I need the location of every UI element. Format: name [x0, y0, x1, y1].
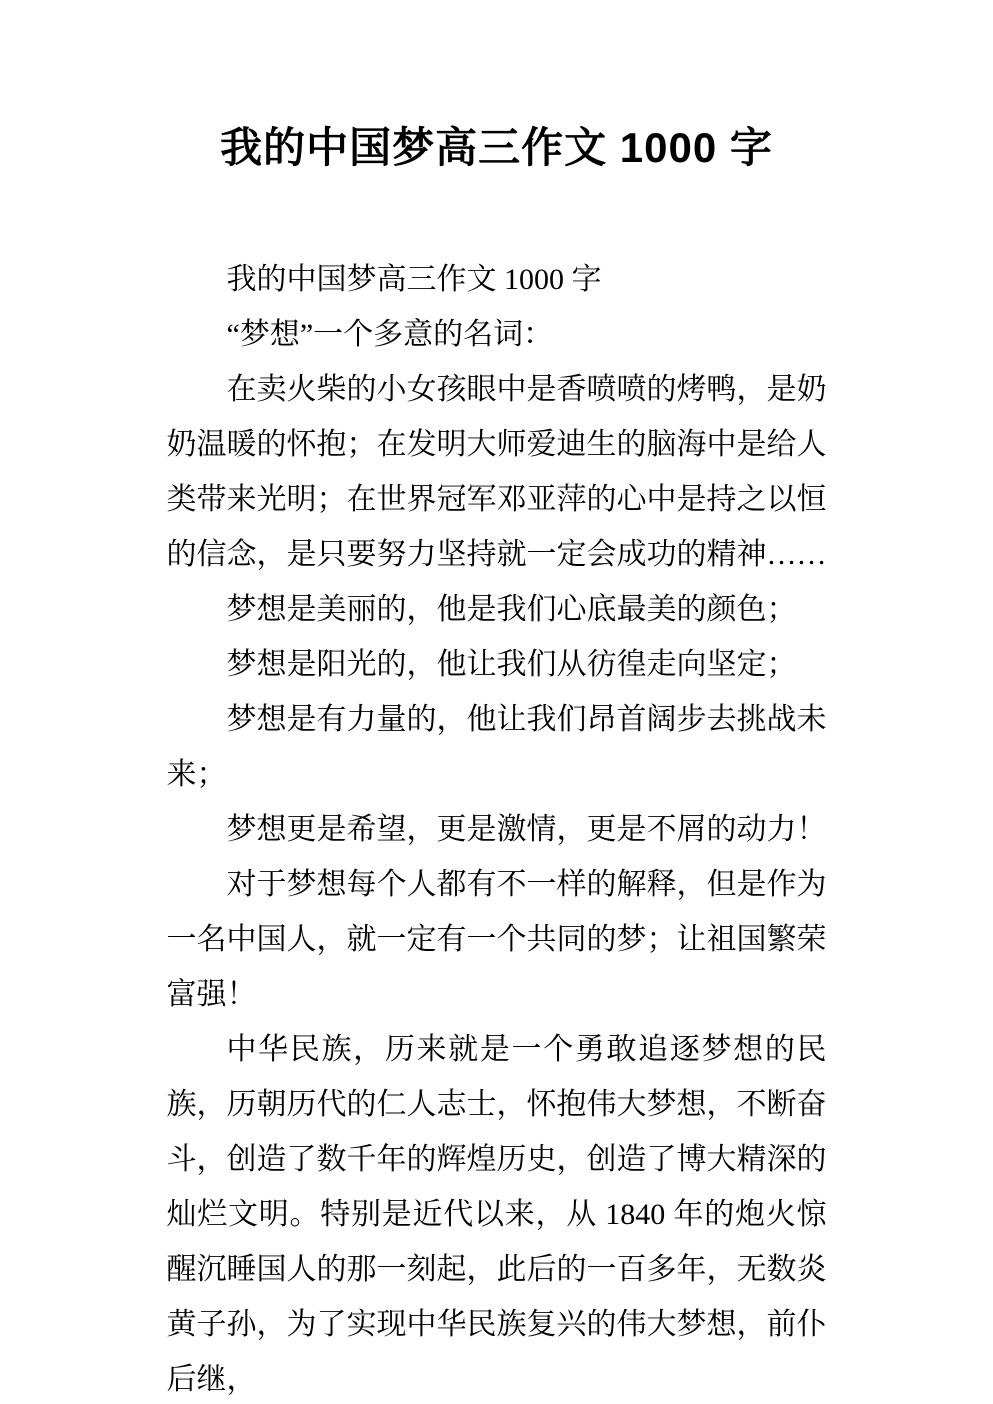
paragraph: 梦想更是希望，更是激情，更是不屑的动力！: [226, 813, 827, 846]
paragraph: 梦想是美丽的，他是我们心底最美的颜色；: [226, 593, 797, 626]
document-body: [167, 252, 827, 1404]
paragraph: “梦想”一个多意的名词：: [226, 318, 554, 351]
paragraph: 梦想是阳光的，他让我们从彷徨走向坚定；: [226, 648, 797, 681]
paragraph: 中华民族，历来就是一个勇敢追逐梦想的民族，历朝历代的仁人志士，怀抱伟大梦想，不断奋斗，创造了数千年的辉煌历史，创造了博大精深的灿烂文明。特别是近代以来，从 1840 年的炮火惊醒沉睡国人的那一刻起，此后的一百多年，无数炎黄子孙，为了实现中华民族复兴的伟大梦想，前仆后继，: [166, 1033, 827, 1396]
paragraph: 对于梦想每个人都有不一样的解释，但是作为一名中国人，就一定有一个共同的梦；让祖国繁荣富强！: [166, 868, 827, 1011]
paragraph: 在卖火柴的小女孩眼中是香喷喷的烤鸭，是奶奶温暖的怀抱；在发明大师爱迪生的脑海中是给人类带来光明；在世界冠军邓亚萍的心中是持之以恒的信念，是只要努力坚持就一定会成功的精神……: [166, 373, 827, 571]
document-title: 我的中国梦高三作文 1000 字: [220, 124, 773, 171]
paragraph: 梦想是有力量的，他让我们昂首阔步去挑战未来；: [166, 703, 827, 791]
paragraph: 我的中国梦高三作文 1000 字: [226, 263, 602, 296]
